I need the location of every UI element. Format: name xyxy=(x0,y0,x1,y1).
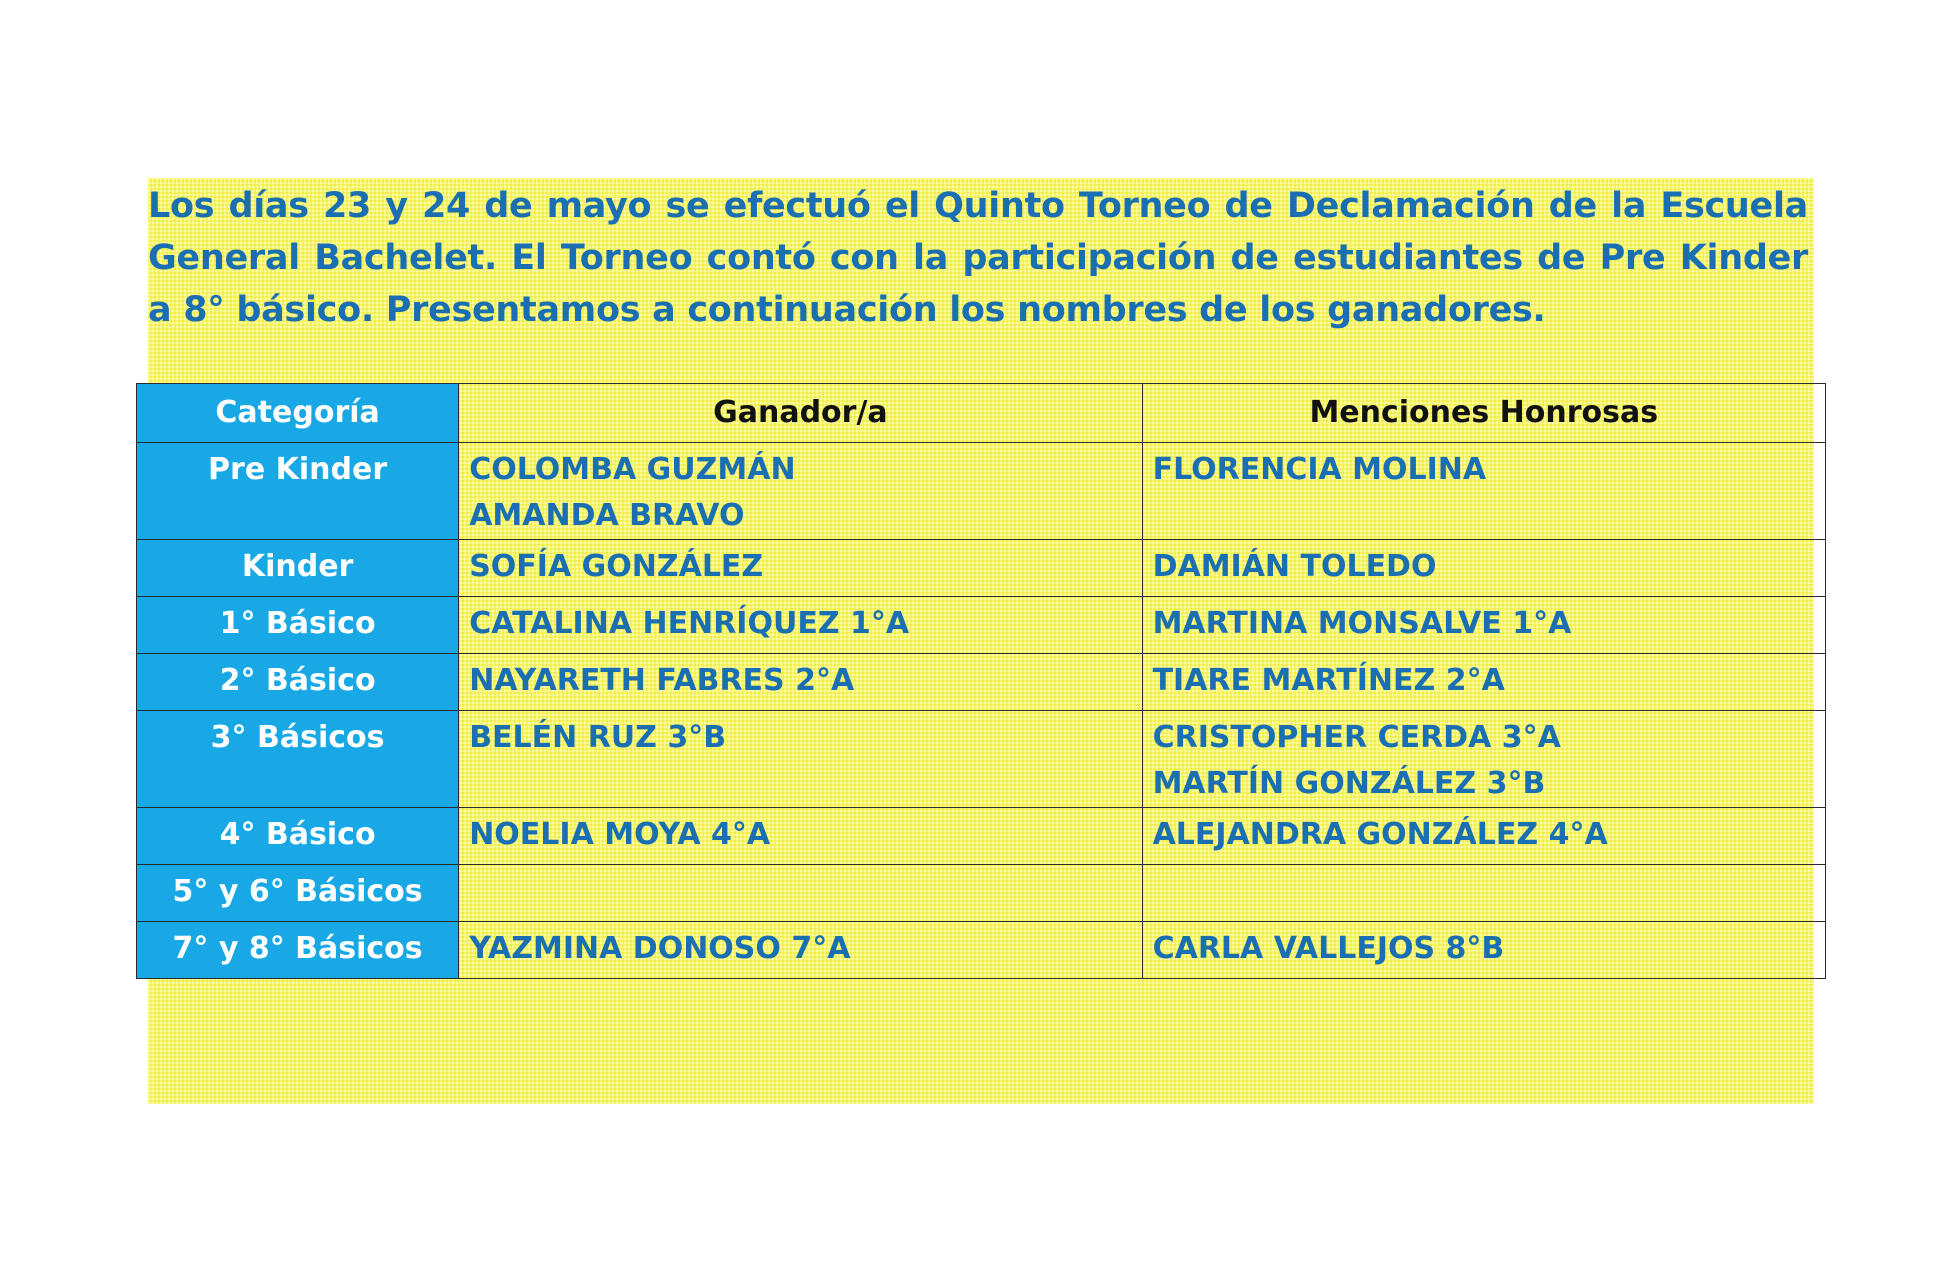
mentions-cell xyxy=(1142,922,1825,979)
table-row xyxy=(137,808,1826,865)
category-cell: 7° y 8° Básicos xyxy=(137,922,459,979)
table-row xyxy=(137,443,1826,540)
winner-name: BELÉN RUZ 3°B xyxy=(469,720,727,755)
mentions-cell xyxy=(1142,654,1825,711)
mentions-cell xyxy=(1142,540,1825,597)
header-category: Categoría xyxy=(137,384,459,443)
winner-cell xyxy=(459,711,1142,808)
table-body xyxy=(137,443,1826,979)
mention-name: MARTÍN GONZÁLEZ 3°B xyxy=(1152,766,1546,801)
intro-paragraph: Los días 23 y 24 de mayo se efectuó el Quinto Torneo de Declamación de la Escuela General Bachelet. El Torneo contó con la participación de estudiantes de Pre Kinder a 8° básico. Presentamos a continuación los nombres de los ganadores. xyxy=(148,186,1808,330)
header-mentions: Menciones Honrosas xyxy=(1142,384,1825,443)
category-cell: 1° Básico xyxy=(137,597,459,654)
table-row xyxy=(137,922,1826,979)
mention-name: ALEJANDRA GONZÁLEZ 4°A xyxy=(1152,817,1608,852)
table-row xyxy=(137,711,1826,808)
winners-table xyxy=(136,383,1826,979)
mentions-cell xyxy=(1142,711,1825,808)
winner-name: YAZMINA DONOSO 7°A xyxy=(469,931,851,966)
winner-cell xyxy=(459,654,1142,711)
mentions-cell xyxy=(1142,443,1825,540)
mentions-cell xyxy=(1142,808,1825,865)
winner-cell xyxy=(459,443,1142,540)
winner-name: COLOMBA GUZMÁN xyxy=(469,452,796,487)
table-header-row xyxy=(137,384,1826,443)
mention-name: FLORENCIA MOLINA xyxy=(1152,452,1487,487)
category-cell: Kinder xyxy=(137,540,459,597)
winner-name: CATALINA HENRÍQUEZ 1°A xyxy=(469,606,910,641)
winner-name: NAYARETH FABRES 2°A xyxy=(469,663,855,698)
table-row xyxy=(137,597,1826,654)
winner-name: NOELIA MOYA 4°A xyxy=(469,817,771,852)
mentions-cell xyxy=(1142,865,1825,922)
category-cell: 4° Básico xyxy=(137,808,459,865)
winner-name: SOFÍA GONZÁLEZ xyxy=(469,549,764,584)
table-row xyxy=(137,865,1826,922)
mention-name: TIARE MARTÍNEZ 2°A xyxy=(1152,663,1505,698)
mentions-cell xyxy=(1142,597,1825,654)
mention-name: MARTINA MONSALVE 1°A xyxy=(1152,606,1572,641)
mention-name: CRISTOPHER CERDA 3°A xyxy=(1152,720,1561,755)
category-cell: 5° y 6° Básicos xyxy=(137,865,459,922)
mention-name: DAMIÁN TOLEDO xyxy=(1152,549,1437,584)
category-cell: 2° Básico xyxy=(137,654,459,711)
winner-cell xyxy=(459,922,1142,979)
winner-cell xyxy=(459,865,1142,922)
winner-name: AMANDA BRAVO xyxy=(469,498,745,533)
header-winner: Ganador/a xyxy=(459,384,1142,443)
category-cell: 3° Básicos xyxy=(137,711,459,808)
winner-cell xyxy=(459,540,1142,597)
table-row xyxy=(137,540,1826,597)
winner-cell xyxy=(459,597,1142,654)
category-cell: Pre Kinder xyxy=(137,443,459,540)
table-row xyxy=(137,654,1826,711)
winner-cell xyxy=(459,808,1142,865)
mention-name: CARLA VALLEJOS 8°B xyxy=(1152,931,1505,966)
